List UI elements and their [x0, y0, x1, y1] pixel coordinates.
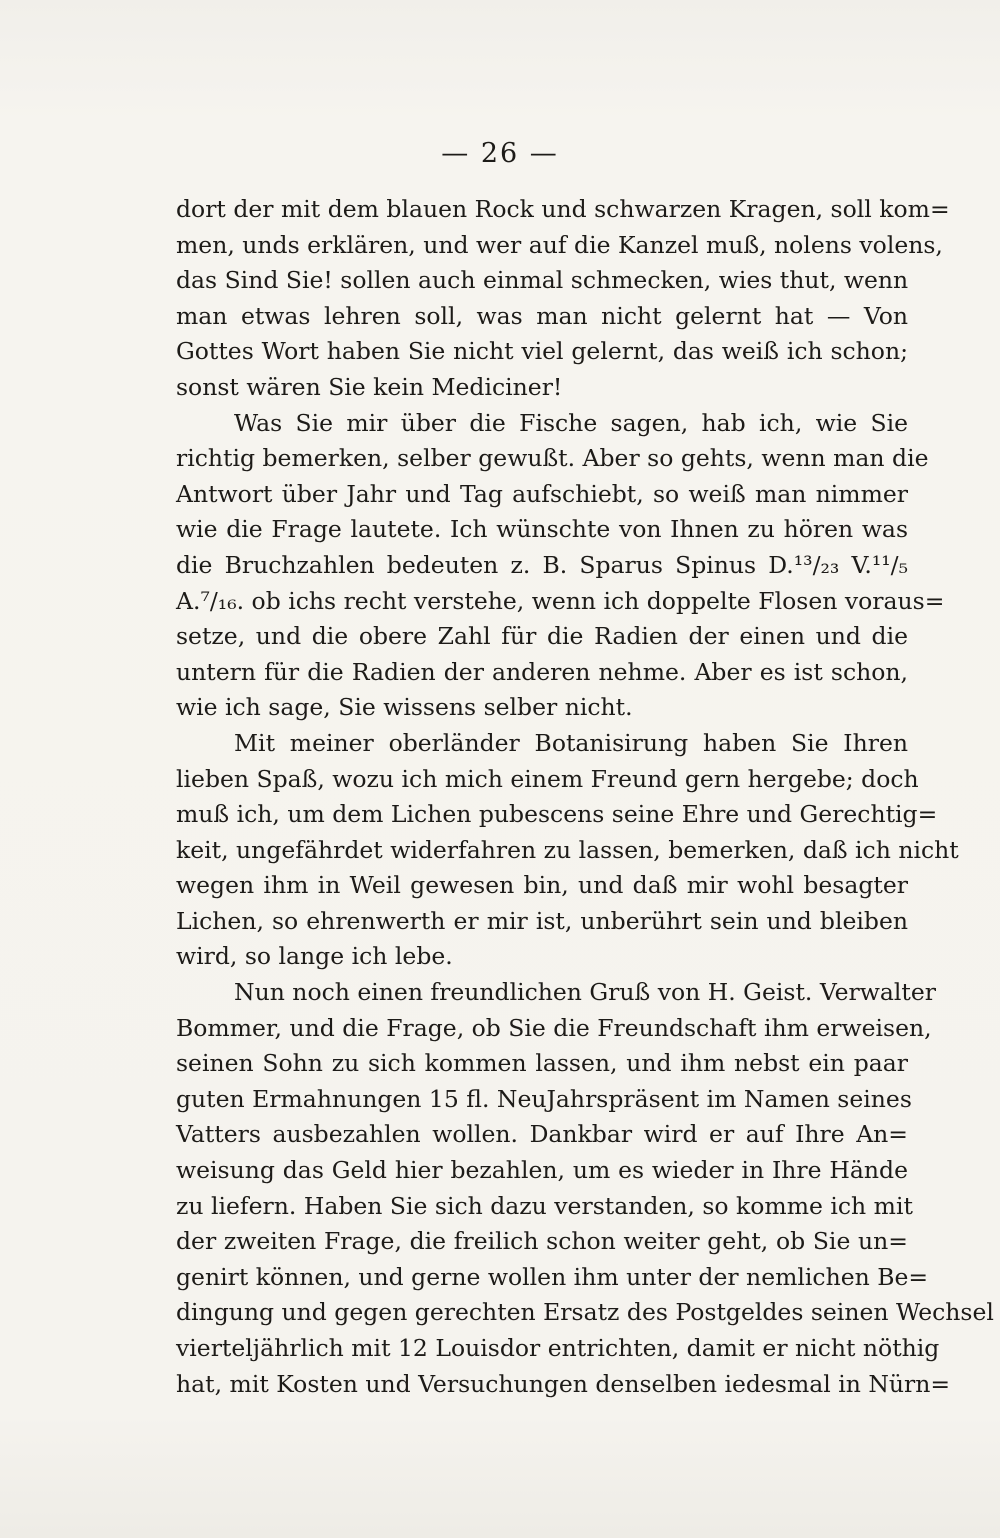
- text-line: wie die Frage lautete. Ich wünschte von Ihnen zu hören was: [176, 515, 908, 544]
- page-number: — 26 —: [441, 138, 559, 169]
- text-line: vierteljährlich mit 12 Louisdor entrichten, damit er nicht nöthig: [176, 1334, 940, 1362]
- text-line: A.⁷/₁₆. ob ichs recht verstehe, wenn ich doppelte Flosen voraus=: [176, 586, 945, 615]
- text-line: die Bruchzahlen bedeuten z. B. Sparus Spinus D.¹³/₂₃ V.¹¹/₅: [176, 550, 908, 579]
- text-line: genirt können, und gerne wollen ihm unter der nemlichen Be=: [176, 1262, 929, 1291]
- text-line: wird, so lange ich lebe.: [176, 942, 453, 971]
- text-line: setze, und die obere Zahl für die Radien der einen und die: [176, 622, 908, 651]
- text-line: wie ich sage, Sie wissens selber nicht.: [176, 693, 633, 722]
- text-line: seinen Sohn zu sich kommen lassen, und ihm nebst ein paar: [176, 1049, 908, 1078]
- text-line: men, unds erklären, und wer auf die Kanzel muß, nolens volens,: [176, 230, 943, 259]
- text-line: Antwort über Jahr und Tag aufschiebt, so weiß man nimmer: [176, 479, 908, 508]
- text-line: guten Ermahnungen 15 fl. NeuJahrspräsent im Namen seines: [176, 1084, 912, 1113]
- text-line: richtig bemerken, selber gewußt. Aber so gehts, wenn man die: [176, 444, 929, 473]
- text-line: hat, mit Kosten und Versuchungen denselben iedesmal in Nürn=: [176, 1369, 951, 1398]
- text-line: das Sind Sie! sollen auch einmal schmecken, wies thut, wenn: [176, 266, 909, 295]
- text-line: muß ich, um dem Lichen pubescens seine Ehre und Gerechtig=: [176, 800, 938, 829]
- text-line: Lichen, so ehrenwerth er mir ist, unberührt sein und bleiben: [176, 906, 908, 935]
- text-line: sonst wären Sie kein Mediciner!: [176, 372, 563, 401]
- text-line: Gottes Wort haben Sie nicht viel gelernt, das weiß ich schon;: [176, 337, 908, 366]
- text-line: dort der mit dem blauen Rock und schwarzen Kragen, soll kom=: [176, 195, 950, 223]
- text-line: man etwas lehren soll, was man nicht gelernt hat — Von: [176, 301, 908, 330]
- text-line: wegen ihm in Weil gewesen bin, und daß mir wohl besagter: [176, 871, 908, 900]
- text-line: lieben Spaß, wozu ich mich einem Freund gern hergebe; doch: [176, 764, 919, 793]
- text-line: der zweiten Frage, die freilich schon weiter geht, ob Sie un=: [176, 1227, 908, 1256]
- text-line: untern für die Radien der anderen nehme. Aber es ist schon,: [176, 657, 908, 686]
- text-line: Was Sie mir über die Fische sagen, hab ich, wie Sie: [234, 408, 908, 437]
- body-text: [176, 192, 994, 1402]
- text-line: weisung das Geld hier bezahlen, um es wieder in Ihre Hände: [176, 1156, 908, 1185]
- text-line: Nun noch einen freundlichen Gruß von H. Geist. Verwalter: [234, 978, 937, 1007]
- text-line: zu liefern. Haben Sie sich dazu verstanden, so komme ich mit: [176, 1191, 913, 1220]
- text-line: Vatters ausbezahlen wollen. Dankbar wird er auf Ihre An=: [176, 1120, 908, 1149]
- text-line: dingung und gegen gerechten Ersatz des Postgeldes seinen Wechsel: [176, 1298, 994, 1327]
- text-line: Bommer, und die Frage, ob Sie die Freundschaft ihm erweisen,: [176, 1013, 932, 1042]
- text-line: keit, ungefährdet widerfahren zu lassen, bemerken, daß ich nicht: [176, 835, 959, 864]
- text-line: Mit meiner oberländer Botanisirung haben Sie Ihren: [234, 728, 908, 757]
